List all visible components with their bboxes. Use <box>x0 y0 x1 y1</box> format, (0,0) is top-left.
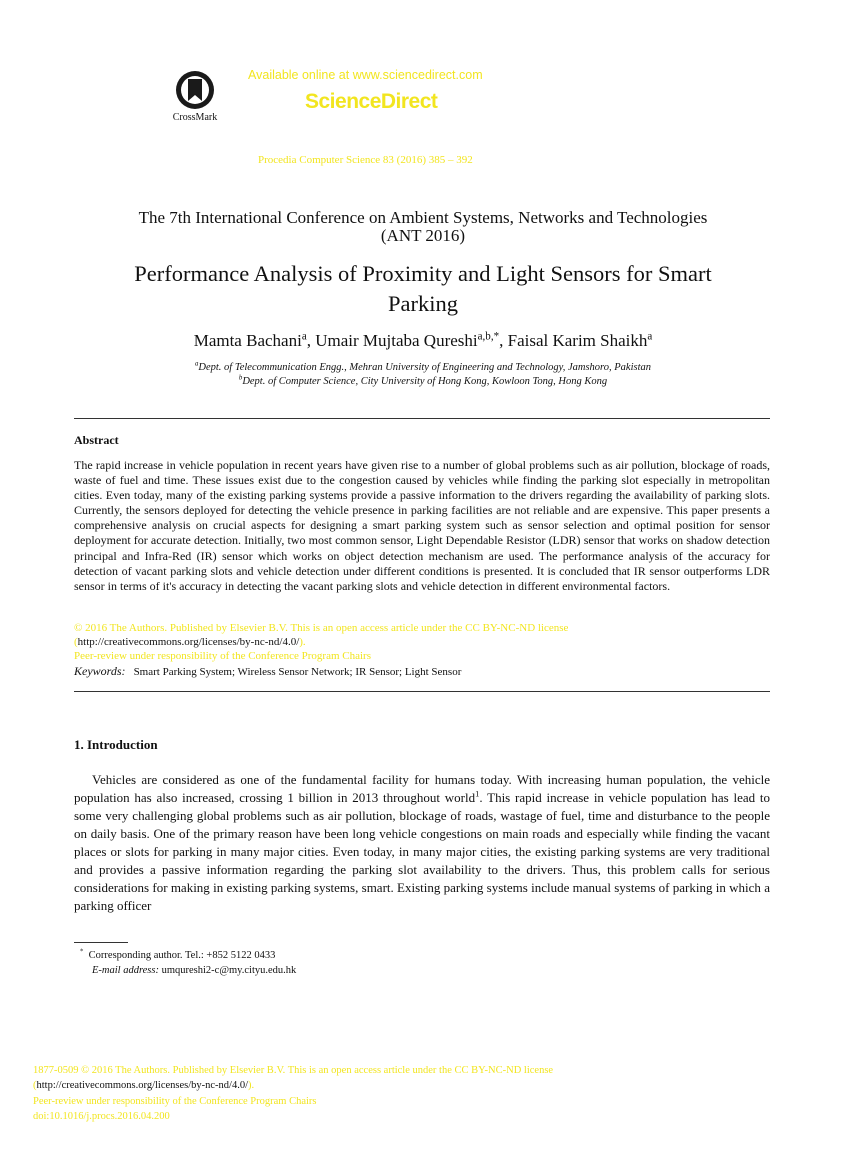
footnote-rule <box>74 942 128 943</box>
citation-ref[interactable]: 1 <box>475 788 480 799</box>
section-heading-introduction: 1. Introduction <box>74 737 158 752</box>
footnote-email-line <box>80 963 296 978</box>
crossmark-icon <box>175 70 215 110</box>
available-online-link[interactable]: Available online at www.sciencedirect.com <box>248 68 483 82</box>
abstract-peer-review: Peer-review under responsibility of the Conference Program Chairs <box>74 650 371 662</box>
title-line-1: Performance Analysis of Proximity and Light Sensors for Smart <box>134 261 712 286</box>
footer-license-link[interactable]: http://creativecommons.org/licenses/by-nc-nd/4.0/ <box>36 1080 249 1091</box>
author-2-affil: a,b,* <box>477 330 500 343</box>
affiliation-b-text: Dept. of Computer Science, City University of Hong Kong, Kowloon Tong, Hong Kong <box>242 376 608 387</box>
sciencedirect-logo[interactable]: ScienceDirect <box>305 90 438 113</box>
intro-text-part-1: Vehicles are considered as one of the fundamental facility for humans today. With increasing human population, the vehicle population has also increased, crossing 1 billion in 2013 throughout world <box>74 772 770 805</box>
keywords-label: Keywords: <box>74 664 126 678</box>
author-3: Faisal Karim Shaikh <box>507 331 648 350</box>
abstract-text: The rapid increase in vehicle population in recent years have given rise to a number of global problems such as air pollution, blockage of roads, waste of fuel and time. These issues exist due to the congestion caused by vehicles while finding the parking slot especially in metropolitan cities. Even today, many of the existing parking systems provide a passive information to the drivers regarding the availability of parking slots. Currently, the sensors deployed for detecting the vehicle presence in parking facilities are not reliable and are expensive. This paper presents a comprehensive analysis on crucial aspects for designing a smart parking system such as sensor selection and optimal position for sensor deployment for accurate detection. Initially, two most common sensor, Light Dependable Resistor (LDR) sensor that works on shadow detection principal and Infra-Red (IR) sensor which works on object detection mechanism are used. The performance analysis of the accuracy for detection of vacant parking slots and vehicle detection under different conditions is presented. It is concluded that IR sensor outperforms LDR sensor in terms of it's accuracy in detecting the vacant parking slots and vehicle detection in different environmental factors. <box>74 458 770 593</box>
email-label: E-mail address: <box>92 965 159 976</box>
footnote <box>80 948 296 978</box>
paren-close: ). <box>299 636 306 648</box>
email-address[interactable]: umqureshi2-c@my.cityu.edu.hk <box>161 965 297 976</box>
author-list <box>0 331 846 351</box>
abstract-license-link-line <box>74 635 770 649</box>
paper-title <box>0 259 846 319</box>
affiliation-b <box>0 375 846 389</box>
introduction-paragraph <box>74 771 770 915</box>
affiliation-b-mark: b <box>238 374 243 382</box>
author-2: Umair Mujtaba Qureshi <box>315 331 478 350</box>
footer-license: 1877-0509 © 2016 The Authors. Published by Elsevier B.V. This is an open access article under the CC BY-NC-ND license <box>33 1065 554 1076</box>
footer-doi[interactable]: doi:10.1016/j.procs.2016.04.200 <box>33 1111 170 1122</box>
affiliation-a <box>0 361 846 375</box>
author-separator: , <box>306 331 316 350</box>
abstract-license-line: © 2016 The Authors. Published by Elsevier B.V. This is an open access article under the CC BY-NC-ND license <box>74 622 569 634</box>
keywords <box>74 664 461 679</box>
affiliation-a-mark: a <box>194 360 199 368</box>
author-1-affil: a <box>301 330 307 343</box>
paren-close: ). <box>248 1080 255 1091</box>
footnote-phone: Corresponding author. Tel.: +852 5122 0433 <box>88 950 276 961</box>
paren-open: ( <box>33 1080 37 1091</box>
author-1: Mamta Bachani <box>193 331 302 350</box>
conference-name <box>0 209 846 245</box>
footer-peer-review: Peer-review under responsibility of the Conference Program Chairs <box>33 1096 317 1107</box>
footer-link-line <box>33 1078 254 1093</box>
conference-line-1: The 7th International Conference on Ambient Systems, Networks and Technologies <box>138 208 708 227</box>
author-3-affil: a <box>647 330 653 343</box>
affiliation-a-text: Dept. of Telecommunication Engg., Mehran University of Engineering and Technology, Jamshoro, Pakistan <box>198 362 652 373</box>
crossmark-logo[interactable] <box>160 70 230 123</box>
keywords-list: Smart Parking System; Wireless Sensor Network; IR Sensor; Light Sensor <box>133 666 462 678</box>
footnote-corresponding <box>80 948 296 963</box>
footnote-star: * <box>80 948 84 956</box>
paren-open: ( <box>74 636 78 648</box>
title-line-2: Parking <box>388 291 458 316</box>
affiliations <box>0 361 846 389</box>
conference-line-2: (ANT 2016) <box>380 226 466 245</box>
abstract-heading: Abstract <box>74 433 119 447</box>
author-separator: , <box>499 331 508 350</box>
intro-text-part-2: . This rapid increase in vehicle population has lead to some very challenging global problems such as air pollution, blockage of roads, wastage of fuel, time and disturbance to the people on daily basis. One of the primary reason have been long vehicle congestions on main roads and especially while finding the vacant places or slots for parking in many major cities. Even today, in many major cities, the existing parking systems are very traditional and provides a passive information regarding the parking slot availability to the drivers. Thus, this problem calls for serious considerations for making in existing parking systems, smart. Existing parking systems include manual systems of parking in which a parking officer <box>74 790 770 913</box>
crossmark-label: CrossMark <box>172 112 218 123</box>
journal-reference: Procedia Computer Science 83 (2016) 385 – 392 <box>258 154 473 166</box>
license-link[interactable]: http://creativecommons.org/licenses/by-nc-nd/4.0/ <box>77 636 300 648</box>
divider-top <box>74 418 770 419</box>
divider-bottom <box>74 691 770 692</box>
